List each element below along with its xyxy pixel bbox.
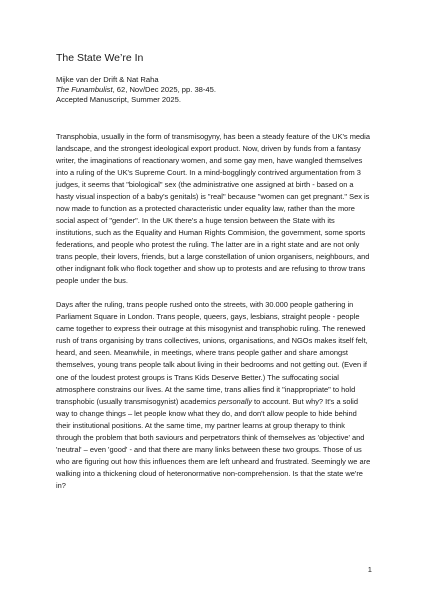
paragraph-2-emphasis: personally xyxy=(218,396,252,406)
paragraph-2-start: Days after the ruling, trans people rushed onto the streets, with 30.000 people gathering in Parliament Square in London. Trans people, queers, gays, lesbians, straight people - people came together to express their outrage at this misogynist and transphobic ruling. The renewed rush of trans organising by trans collectives, unions, organisations, and NGOs makes itself felt, heard, and seen. Meanwhile, in meetings, where trans people gather and share amongst themselves, young trans people talk about living in their bedrooms and not getting out. (Even if one of the loudest protest groups is Trans Kids Deserve Better.) The suffocating social atmosphere constrains our lives. At the same time, trans allies find it "inappropriate" to hold transphobic (usually transmisogynist) academics xyxy=(56,300,368,406)
article-metadata xyxy=(56,75,372,106)
citation-details: , 62, Nov/Dec 2025, pp. 38-45. xyxy=(112,85,216,95)
page-number: 1 xyxy=(367,565,372,574)
manuscript-status: Accepted Manuscript, Summer 2025. xyxy=(56,95,181,105)
journal-name: The Funambulist xyxy=(56,85,113,95)
paragraph-2 xyxy=(56,299,372,492)
article-title: The State We’re In xyxy=(56,52,144,64)
authors: Mijke van der Drift & Nat Raha xyxy=(56,75,159,84)
article-body xyxy=(56,131,372,492)
paragraph-2-end: to account. But why? It's a solid way to change things – let people know what they do, and don't allow people to hide behind their institutional positions. At the same time, my partner learns at group therapy to think through the problem that both saviours and perpetrators think of themselves as 'objective' and 'neutral' – even 'good' - and that there are many links between these two groups. Those of us who are figuring out how this influences them are left unheard and frustrated. Seemingly we are walking into a thickening cloud of heteronormative non-comprehension. Is that the state we're in? xyxy=(56,396,371,490)
citation xyxy=(56,85,372,95)
paragraph-1: Transphobia, usually in the form of transmisogyny, has been a steady feature of the UK's media landscape, and the strongest ideological export product. Now, driven by funds from a fantasy writer, the imaginations of reactionary women, and some gay men, have wangled themselves into a ruling of the UK's Supreme Court. In a mind-bogglingly contrived argumentation from 3 judges, it seems that "biological" sex (the administrative one assigned at birth - based on a hasty visual inspection of a baby's genitals) is "real" because "women can get pregnant." Sex is now made to function as a protected characteristic under equality law, rather than the more social aspect of "gender". In the UK there's a huge tension between the State with its institutions, such as the Equality and Human Rights Commision, the government, some sports federations, and people who protest the ruling. The latter are in a right state and are not only trans people, their lovers, friends, but a large constellation of union organisers, neighbours, and other indignant folk who flock together and show up to protests and are refusing to throw trans people under the bus. xyxy=(56,131,370,286)
